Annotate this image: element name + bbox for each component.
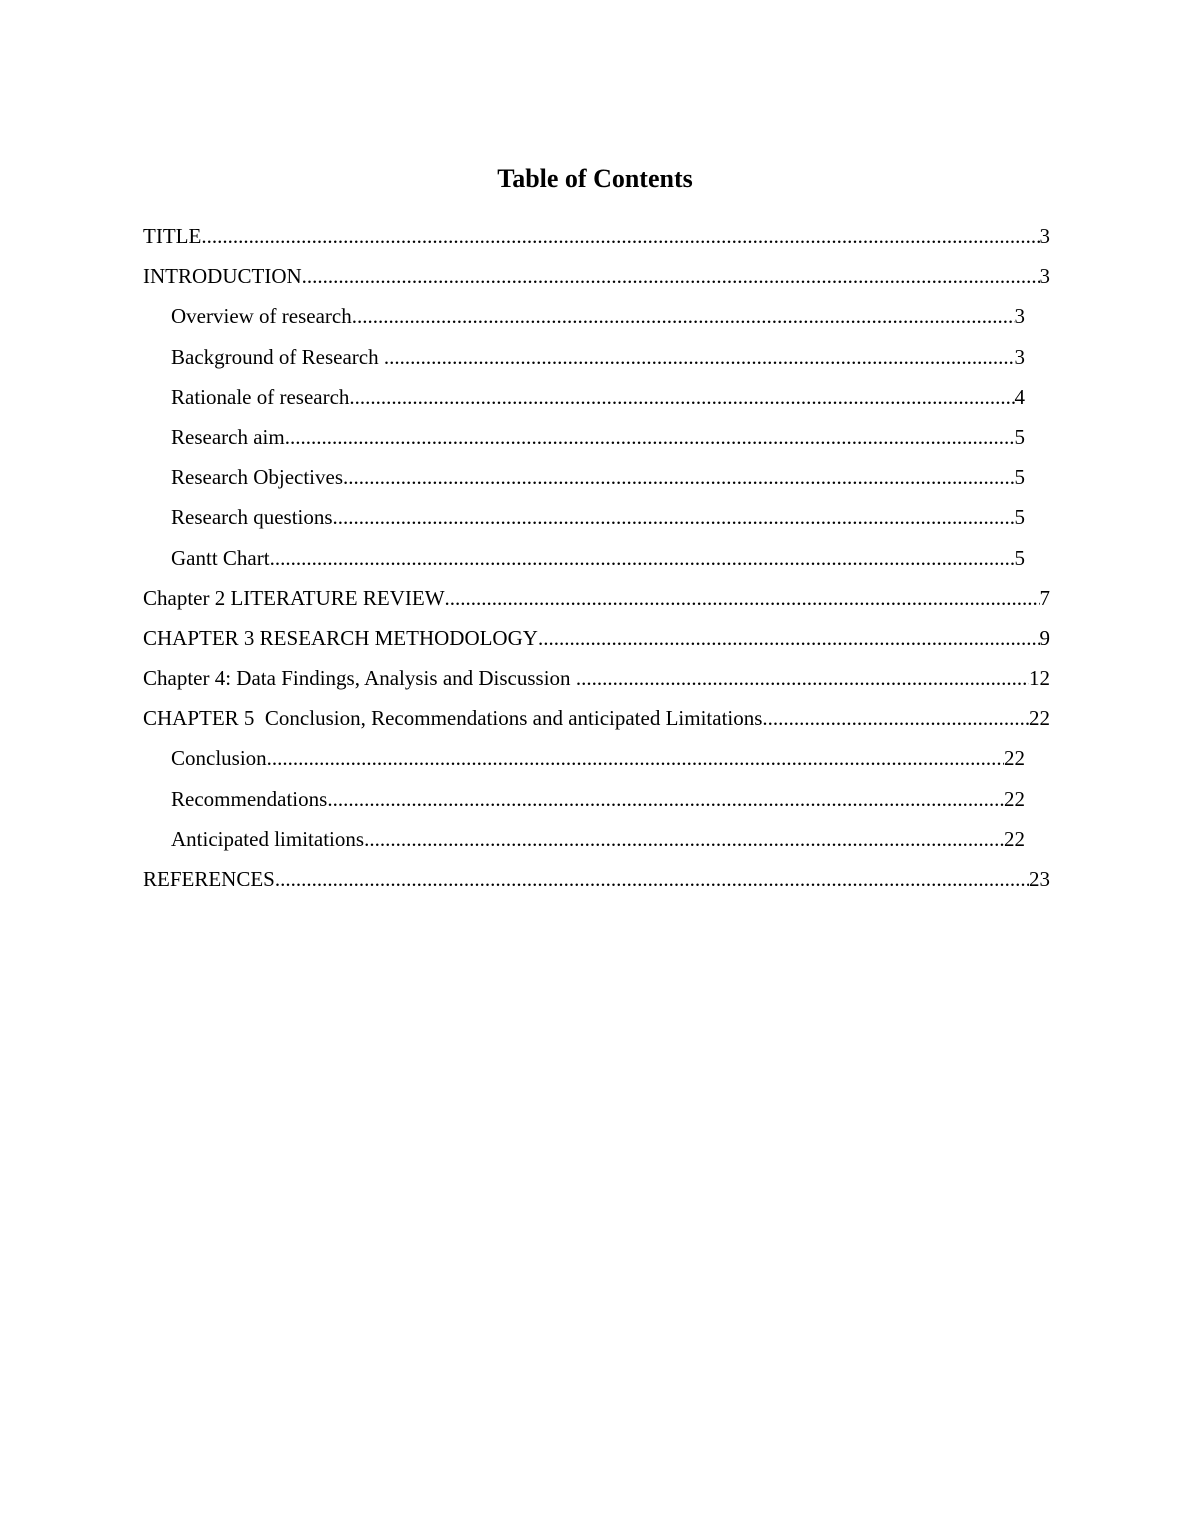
toc-entry-recommendations[interactable] bbox=[171, 783, 1025, 823]
toc-dot-leader bbox=[576, 662, 1029, 694]
toc-page-number: 4 bbox=[1014, 384, 1025, 409]
toc-entry-label: TITLE bbox=[143, 224, 202, 248]
toc-entry-chapter-5[interactable] bbox=[143, 702, 1050, 742]
toc-dot-leader bbox=[445, 582, 1040, 614]
toc-dot-leader bbox=[762, 702, 1029, 734]
toc-entry-label: Chapter 4: Data Findings, Analysis and Discussion bbox=[143, 666, 576, 691]
toc-dot-leader bbox=[327, 783, 1004, 815]
toc-page-number: 22 bbox=[1004, 826, 1025, 851]
toc-entry-gantt-chart[interactable] bbox=[171, 542, 1025, 582]
toc-entry-research-aim[interactable] bbox=[171, 421, 1025, 461]
toc-dot-leader bbox=[285, 421, 1015, 453]
toc-entry-title[interactable] bbox=[143, 220, 1050, 260]
toc-entry-label: Gantt Chart bbox=[171, 545, 270, 570]
toc-entry-chapter-2[interactable] bbox=[143, 582, 1050, 622]
toc-dot-leader bbox=[538, 622, 1040, 654]
toc-entry-label: Research aim bbox=[171, 424, 285, 449]
toc-page-number: 5 bbox=[1014, 505, 1025, 530]
toc-dot-leader bbox=[333, 501, 1015, 533]
toc-page-number: 22 bbox=[1004, 746, 1025, 771]
toc-page-number: 5 bbox=[1014, 465, 1025, 490]
toc-entry-overview-of-research[interactable] bbox=[171, 300, 1025, 340]
toc-page-number: 12 bbox=[1029, 666, 1050, 691]
toc-dot-leader bbox=[343, 461, 1014, 493]
toc-dot-leader bbox=[384, 341, 1015, 373]
toc-entry-label: Overview of research bbox=[171, 304, 352, 329]
toc-entry-label: Research questions bbox=[171, 505, 333, 530]
toc-entry-label: REFERENCES bbox=[143, 867, 275, 891]
toc-page-number: 5 bbox=[1014, 424, 1025, 449]
toc-entry-label: Conclusion bbox=[171, 746, 267, 771]
toc-entry-conclusion[interactable] bbox=[171, 742, 1025, 782]
toc-dot-leader bbox=[349, 381, 1014, 413]
toc-entry-research-questions[interactable] bbox=[171, 501, 1025, 541]
toc-page-number: 3 bbox=[1014, 304, 1025, 329]
toc-entry-chapter-3[interactable] bbox=[143, 622, 1050, 662]
toc-dot-leader bbox=[201, 220, 1039, 252]
toc-page-number: 23 bbox=[1029, 867, 1050, 891]
toc-entry-label: Recommendations bbox=[171, 786, 328, 811]
toc-dot-leader bbox=[275, 863, 1029, 895]
toc-dot-leader bbox=[270, 542, 1015, 574]
toc-dot-leader bbox=[302, 260, 1040, 292]
toc-entry-research-objectives[interactable] bbox=[171, 461, 1025, 501]
toc-entry-label: CHAPTER 5 Conclusion, Recommendations and anticipated Limitations bbox=[143, 706, 763, 731]
toc-entry-anticipated-limitations[interactable] bbox=[171, 823, 1025, 863]
toc-page-number: 9 bbox=[1039, 625, 1050, 650]
toc-list bbox=[143, 220, 1050, 903]
toc-entry-references[interactable] bbox=[143, 863, 1050, 903]
toc-entry-label: INTRODUCTION bbox=[143, 264, 302, 289]
toc-entry-chapter-4[interactable] bbox=[143, 662, 1050, 702]
toc-page-number: 7 bbox=[1039, 585, 1050, 610]
toc-dot-leader bbox=[267, 742, 1004, 774]
toc-entry-introduction[interactable] bbox=[143, 260, 1050, 300]
toc-entry-background-of-research[interactable] bbox=[171, 341, 1025, 381]
toc-page-number: 3 bbox=[1039, 224, 1050, 248]
toc-entry-label: CHAPTER 3 RESEARCH METHODOLOGY bbox=[143, 625, 538, 650]
toc-entry-label: Background of Research bbox=[171, 344, 384, 369]
toc-dot-leader bbox=[352, 300, 1015, 332]
toc-entry-label: Rationale of research bbox=[171, 384, 350, 409]
toc-entry-label: Research Objectives bbox=[171, 465, 344, 490]
toc-page-number: 3 bbox=[1039, 264, 1050, 289]
toc-entry-label: Anticipated limitations bbox=[171, 826, 365, 851]
toc-page-number: 5 bbox=[1014, 545, 1025, 570]
toc-page-number: 3 bbox=[1014, 344, 1025, 369]
toc-entry-label: Chapter 2 LITERATURE REVIEW bbox=[143, 585, 445, 610]
toc-page-number: 22 bbox=[1029, 706, 1050, 731]
page-title: Table of Contents bbox=[497, 164, 693, 193]
toc-page-number: 22 bbox=[1004, 786, 1025, 811]
toc-dot-leader bbox=[364, 823, 1004, 855]
toc-entry-rationale-of-research[interactable] bbox=[171, 381, 1025, 421]
